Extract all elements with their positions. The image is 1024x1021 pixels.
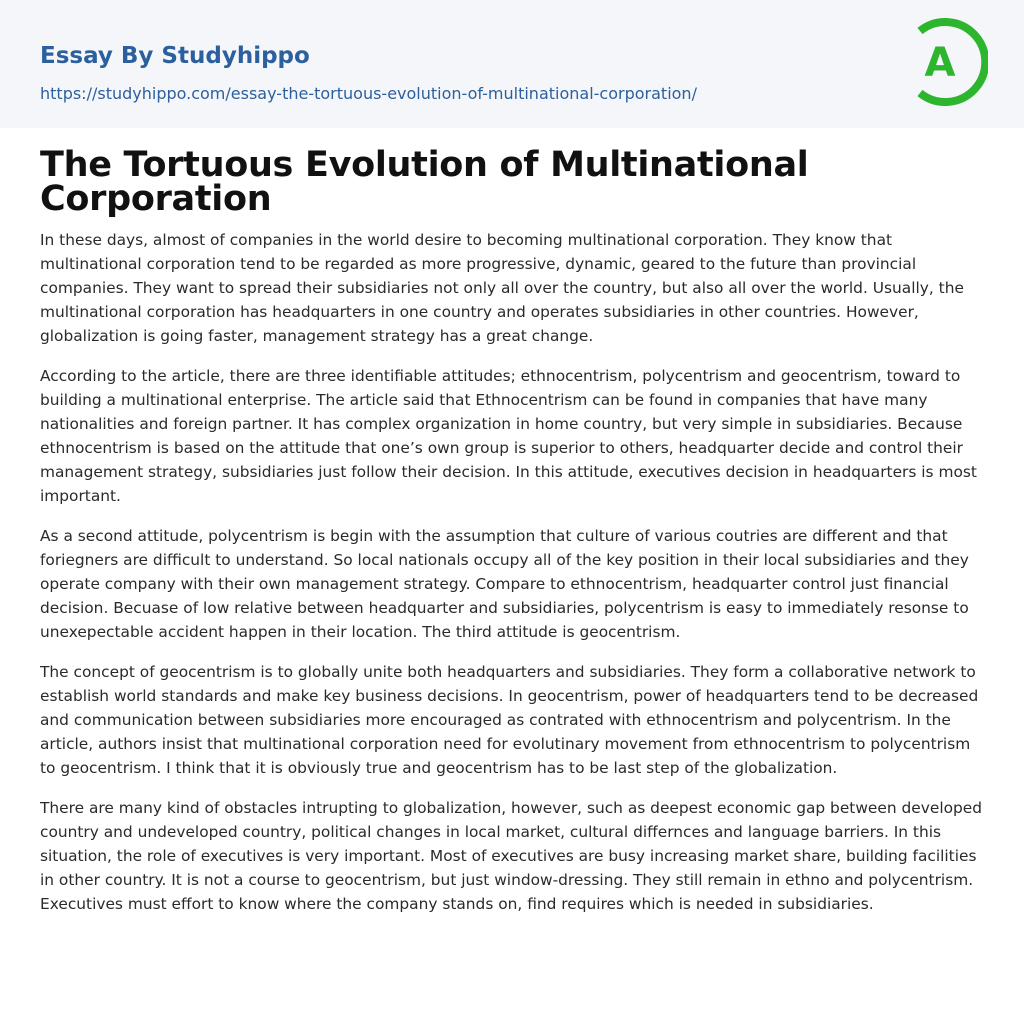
paragraph-4: The concept of geocentrism is to globally unite both headquarters and subsidiaries. They form a collaborative network to establish world standards and make key business decisions. In geocentrism, power of headquarters tend to be decreased and communication between subsidiaries more encouraged as contrated with ethnocentrism and polycentrism. In the article, authors insist that multinational corporation need for evolutinary movement from ethnocentrism to polycentrism to geocentrism. I think that it is obviously true and geocentrism has to be last step of the globalization.: [40, 663, 979, 777]
site-header: [0, 0, 1024, 128]
paragraph-1: In these days, almost of companies in the world desire to becoming multinational corporation. They know that multinational corporation tend to be regarded as more progressive, dynamic, geared to the future than provincial companies. They want to spread their subsidiaries not only all over the country, but also all over the world. Usually, the multinational corporation has headquarters in one country and operates subsidiaries in other countries. However, globalization is going faster, management strategy has a great change.: [40, 231, 964, 345]
article-title: The Tortuous Evolution of Multinational Corporation: [40, 145, 809, 219]
page-url-link[interactable]: https://studyhippo.com/essay-the-tortuous-evolution-of-multinational-corporation/: [40, 84, 697, 103]
studyhippo-logo-icon[interactable]: [910, 18, 988, 106]
paragraph-5: There are many kind of obstacles intrupting to globalization, however, such as deepest economic gap between developed country and undeveloped country, political changes in local market, cultural differnces and language barriers. In this situation, the role of executives is very important. Most of executives are busy increasing market share, building facilities in other country. It is not a course to geocentrism, but just window-dressing. They still remain in ethno and polycentrism. Executives must effort to know where the company stands on, find requires which is needed in subsidiaries.: [40, 799, 983, 913]
paragraph-3: As a second attitude, polycentrism is begin with the assumption that culture of various coutries are different and that foriegners are difficult to understand. So local nationals occupy all of the key position in their local subsidiaries and they operate company with their own management strategy. Compare to ethnocentrism, headquarter control just financial decision. Becuase of low relative between headquarter and subsidiaries, polycentrism is easy to immediately resonse to unexepectable accident happen in their location. The third attitude is geocentrism.: [40, 527, 969, 641]
logo-letter: A: [924, 40, 956, 86]
article-body: [40, 228, 986, 916]
site-brand[interactable]: Essay By Studyhippo: [40, 43, 310, 69]
article: [40, 145, 986, 932]
paragraph-2: According to the article, there are three identifiable attitudes; ethnocentrism, polycentrism and geocentrism, toward to building a multinational enterprise. The article said that Ethnocentrism can be found in companies that have many nationalities and foreign partner. It has complex organization in home country, but very simple in subsidiaries. Because ethnocentrism is based on the attitude that one’s own group is superior to others, headquarter decide and control their management strategy, subsidiaries just follow their decision. In this attitude, executives decision in headquarters is most important.: [40, 367, 977, 505]
